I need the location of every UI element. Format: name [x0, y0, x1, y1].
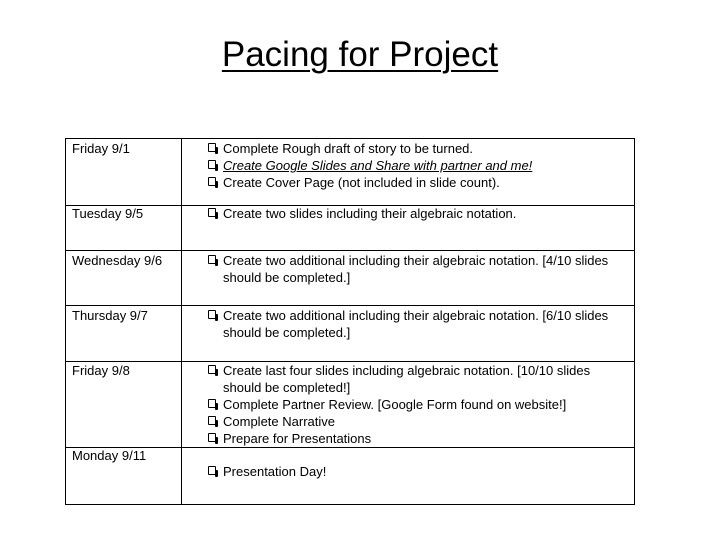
task-list — [206, 307, 624, 341]
column-divider — [181, 139, 182, 504]
task-text: Create Cover Page (not included in slide count). — [223, 175, 500, 190]
day-label: Tuesday 9/5 — [72, 206, 144, 221]
checkbox-icon — [208, 177, 216, 186]
task-link[interactable]: Create Google Slides and Share with partner and me! — [223, 158, 533, 173]
task-item — [206, 307, 624, 341]
task-text: Create two slides including their algebraic notation. — [223, 206, 517, 221]
task-item — [206, 140, 624, 157]
checkbox-icon — [208, 399, 216, 408]
day-label: Wednesday 9/6 — [72, 253, 163, 268]
day-label: Friday 9/1 — [72, 141, 130, 156]
day-label: Thursday 9/7 — [72, 308, 148, 323]
checkbox-icon — [208, 160, 216, 169]
checkbox-icon — [208, 143, 216, 152]
task-text: Create last four slides including algebraic notation. [10/10 slides should be completed!] — [223, 363, 591, 395]
checkbox-icon — [208, 208, 216, 217]
checkbox-icon — [208, 466, 216, 475]
task-item — [206, 205, 624, 222]
task-item — [206, 157, 624, 174]
day-label: Monday 9/11 — [72, 448, 147, 463]
task-text: Presentation Day! — [223, 464, 327, 479]
task-list — [206, 205, 624, 222]
task-text: Create two additional including their algebraic notation. [6/10 slides should be completed.] — [223, 308, 609, 340]
checkbox-icon — [208, 433, 216, 442]
task-item — [206, 362, 624, 396]
task-text: Complete Rough draft of story to be turned. — [223, 141, 474, 156]
row-divider — [66, 447, 634, 448]
task-item — [206, 430, 624, 447]
task-item — [206, 413, 624, 430]
row-divider — [66, 250, 634, 251]
task-text: Complete Narrative — [223, 414, 335, 429]
task-list — [206, 252, 624, 286]
row-divider — [66, 305, 634, 306]
checkbox-icon — [208, 310, 216, 319]
task-list — [206, 463, 624, 480]
checkbox-icon — [208, 365, 216, 374]
page-title: Pacing for Project — [221, 35, 499, 74]
checkbox-icon — [208, 255, 216, 264]
task-item — [206, 174, 624, 191]
task-item — [206, 396, 624, 413]
pacing-table — [65, 138, 635, 505]
task-text: Complete Partner Review. [Google Form found on website!] — [223, 397, 567, 412]
checkbox-icon — [208, 416, 216, 425]
task-text: Prepare for Presentations — [223, 431, 372, 446]
day-label: Friday 9/8 — [72, 363, 130, 378]
task-item — [206, 463, 624, 480]
task-item — [206, 252, 624, 286]
task-list — [206, 362, 624, 447]
task-list — [206, 140, 624, 191]
task-text: Create two additional including their algebraic notation. [4/10 slides should be completed.] — [223, 253, 609, 285]
